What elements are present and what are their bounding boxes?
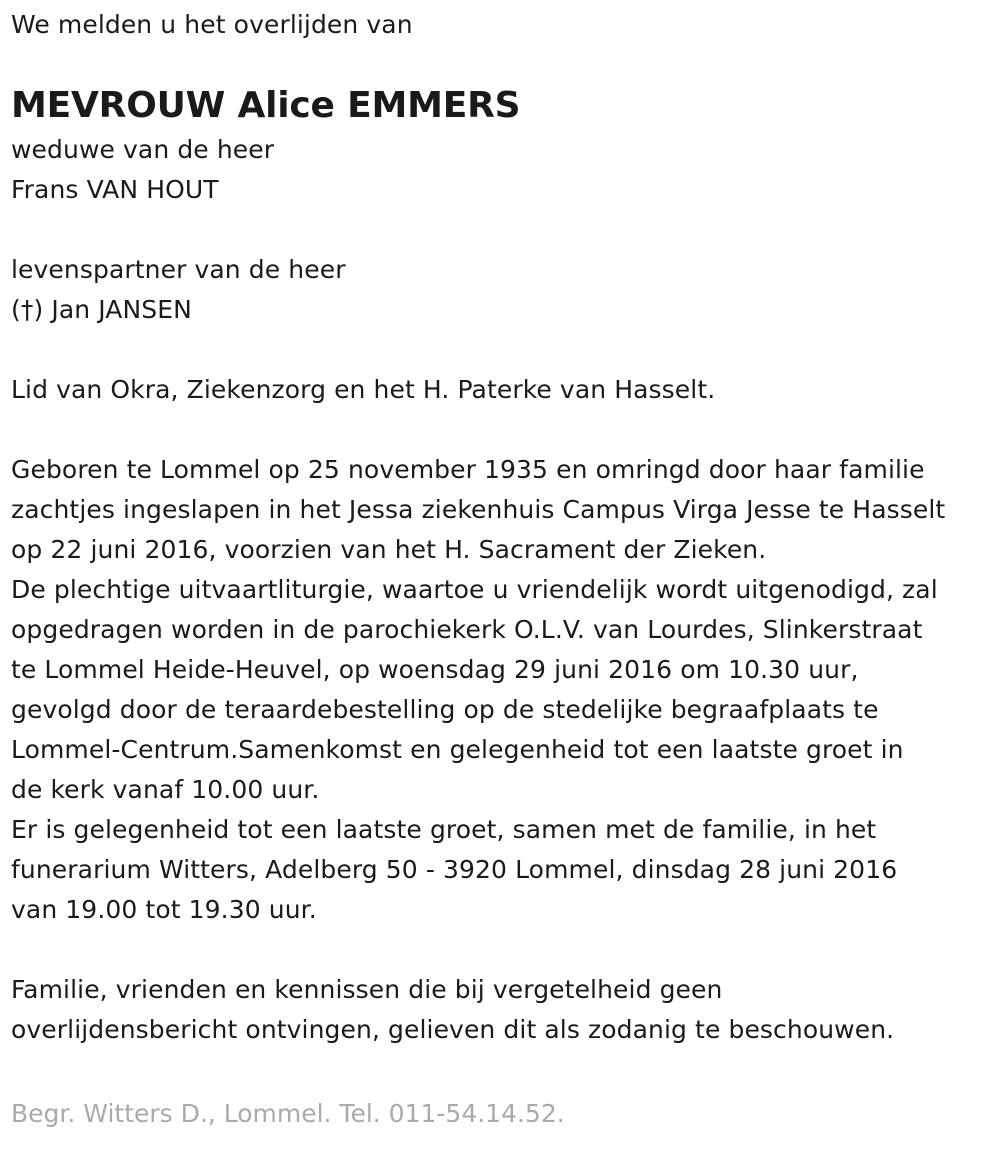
- spacer: [11, 410, 996, 450]
- body-line: Geboren te Lommel op 25 november 1935 en omringd door haar familie: [11, 455, 925, 484]
- widow-line: weduwe van de heer: [11, 135, 275, 164]
- body-line: Er is gelegenheid tot een laatste groet, samen met de familie, in het: [11, 815, 877, 844]
- partner-name-line: [11, 290, 996, 330]
- body-line: Lommel-Centrum.Samenkomst en gelegenheid tot een laatste groet in: [11, 735, 904, 764]
- spacer: [11, 930, 996, 970]
- membership-text: Lid van Okra, Ziekenzorg en het H. Paterke van Hasselt.: [11, 375, 716, 404]
- body-line: zachtjes ingeslapen in het Jessa ziekenhuis Campus Virga Jesse te Hasselt: [11, 495, 946, 524]
- deceased-name: MEVROUW Alice EMMERS: [11, 85, 521, 126]
- closing-paragraph: [11, 970, 996, 1050]
- body-line: gevolgd door de teraardebestelling op de stedelijke begraafplaats te: [11, 695, 879, 724]
- closing-line: overlijdensbericht ontvingen, gelieven dit als zodanig te beschouwen.: [11, 1015, 895, 1044]
- partner-prefix: (: [11, 295, 21, 324]
- body-paragraph: [11, 450, 996, 930]
- body-line: de kerk vanaf 10.00 uur.: [11, 775, 320, 804]
- body-line: van 19.00 tot 19.30 uur.: [11, 895, 317, 924]
- partner-line: levenspartner van de heer: [11, 255, 346, 284]
- body-line: opgedragen worden in de parochiekerk O.L.V. van Lourdes, Slinkerstraat: [11, 615, 923, 644]
- spacer: [11, 330, 996, 370]
- cross-icon: †: [20, 295, 34, 324]
- intro-text: We melden u het overlijden van: [11, 10, 413, 39]
- body-line: De plechtige uitvaartliturgie, waartoe u vriendelijk wordt uitgenodigd, zal: [11, 575, 938, 604]
- closing-line: Familie, vrienden en kennissen die bij vergetelheid geen: [11, 975, 723, 1004]
- death-notice: [11, 4, 996, 1050]
- spacer: [11, 210, 996, 250]
- husband-name: Frans VAN HOUT: [11, 175, 219, 204]
- partner-name: ) Jan JANSEN: [33, 295, 192, 324]
- body-line: funerarium Witters, Adelberg 50 - 3920 Lommel, dinsdag 28 juni 2016: [11, 855, 898, 884]
- body-line: op 22 juni 2016, voorzien van het H. Sacrament der Zieken.: [11, 535, 767, 564]
- body-line: te Lommel Heide-Heuvel, op woensdag 29 juni 2016 om 10.30 uur,: [11, 655, 859, 684]
- funeral-home-credit: Begr. Witters D., Lommel. Tel. 011-54.14.52.: [11, 1099, 565, 1128]
